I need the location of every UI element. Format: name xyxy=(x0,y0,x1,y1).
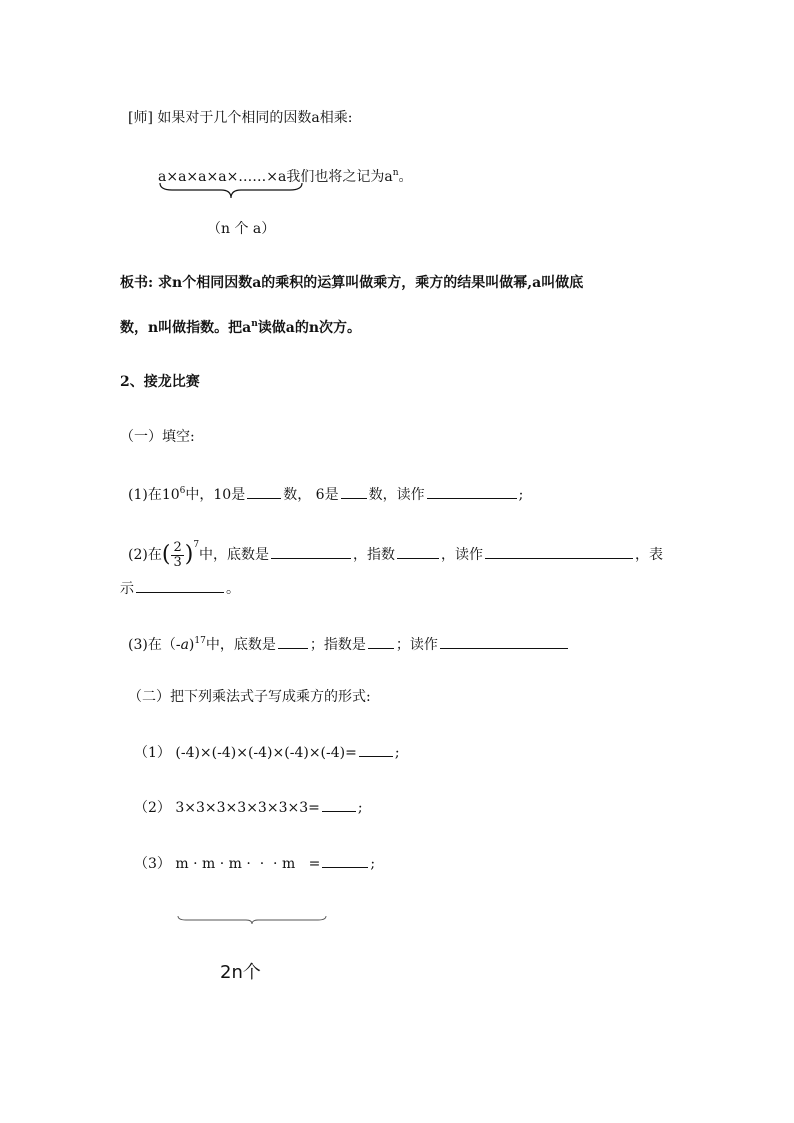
answer-blank[interactable] xyxy=(136,578,224,593)
answer-blank[interactable] xyxy=(341,484,367,499)
underbrace-icon xyxy=(158,181,304,201)
board-line-1: 板书: 求n个相同因数a的乘积的运算叫做乘方，乘方的结果叫做幂,a叫做底 xyxy=(120,275,584,291)
teacher-text: 如果对于几个相同的因数a相乘: xyxy=(157,110,353,126)
question-2-cont: 示 。 xyxy=(120,578,240,599)
answer-blank[interactable] xyxy=(359,742,393,757)
product-expression: a×a×a×a×……×a xyxy=(158,169,287,185)
product-note: 我们也将之记为$a^n$。 xyxy=(286,168,413,185)
answer-blank[interactable] xyxy=(322,853,368,868)
fraction: $\frac{2}{3}$ xyxy=(173,539,182,570)
question-2: (2)在( $\frac{2}{3}$ )$^7$中，底数是 ，指数 ，读作 ，表 xyxy=(128,539,664,570)
section-title: 2、接龙比赛 xyxy=(120,374,200,390)
teacher-line xyxy=(128,108,352,128)
part1-title: （一）填空: xyxy=(120,429,195,445)
answer-blank[interactable] xyxy=(397,544,439,559)
answer-blank[interactable] xyxy=(368,634,394,649)
answer-blank[interactable] xyxy=(271,544,351,559)
part2-question-2: （2） 3×3×3×3×3×3×3= ; xyxy=(134,797,363,818)
board-line-2: 数，n叫做指数。把$a^n$读做a的n次方。 xyxy=(120,319,362,336)
brace-label-2n: 2n个 xyxy=(220,962,261,983)
part2-question-3: （3） m · m · m · · · m = ; xyxy=(134,853,375,874)
answer-blank[interactable] xyxy=(427,484,517,499)
underbrace-icon xyxy=(176,914,328,926)
teacher-label: [师] xyxy=(128,110,153,126)
brace-label: （n 个 a） xyxy=(207,221,276,237)
answer-blank[interactable] xyxy=(322,797,356,812)
answer-blank[interactable] xyxy=(485,544,633,559)
answer-blank[interactable] xyxy=(247,484,281,499)
answer-blank[interactable] xyxy=(278,634,308,649)
question-3: (3)在（-a)$^{17}$中，底数是 ；指数是 ；读作 xyxy=(128,631,570,655)
part2-question-1: （1） (-4)×(-4)×(-4)×(-4)×(-4)= ; xyxy=(134,742,400,763)
question-1: (1)在$10^6$中，10是 数， 6是 数，读作 ; xyxy=(128,486,524,503)
part2-title: （二）把下列乘法式子写成乘方的形式: xyxy=(128,689,371,705)
answer-blank[interactable] xyxy=(440,634,568,649)
